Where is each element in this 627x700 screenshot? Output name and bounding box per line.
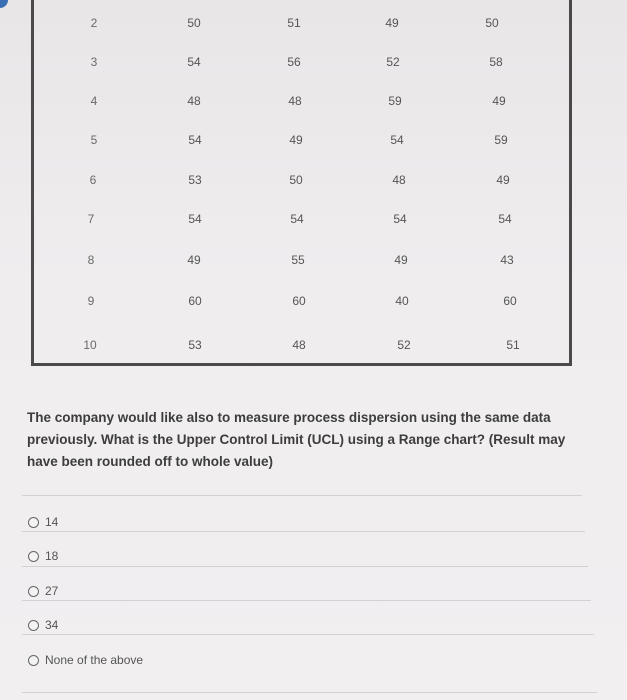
table-cell: 50 <box>485 16 499 30</box>
sample-number: 6 <box>89 173 97 187</box>
divider <box>22 531 585 532</box>
option-27[interactable] <box>28 581 58 601</box>
option-18[interactable] <box>28 546 58 566</box>
divider <box>22 600 591 601</box>
sample-data-table <box>31 0 572 366</box>
divider <box>22 692 597 693</box>
table-cell: 51 <box>506 338 520 352</box>
table-cell: 53 <box>188 338 202 352</box>
sample-number: 7 <box>87 212 95 226</box>
divider <box>22 566 588 567</box>
table-row <box>34 253 569 273</box>
table-cell: 40 <box>395 294 409 308</box>
option-14[interactable] <box>28 512 58 532</box>
table-cell: 59 <box>494 133 508 147</box>
table-row <box>34 133 569 153</box>
radio-button-icon[interactable] <box>28 586 39 597</box>
table-cell: 54 <box>498 212 512 226</box>
table-cell: 51 <box>287 16 301 30</box>
table-cell: 43 <box>500 253 514 267</box>
divider <box>22 495 582 496</box>
table-row <box>34 94 569 114</box>
table-cell: 60 <box>188 294 202 308</box>
table-row <box>34 16 569 36</box>
table-row <box>34 294 569 314</box>
table-cell: 54 <box>290 212 304 226</box>
table-cell: 58 <box>489 55 503 69</box>
radio-button-icon[interactable] <box>28 655 39 666</box>
table-cell: 56 <box>287 55 301 69</box>
table-cell: 53 <box>188 173 202 187</box>
table-cell: 49 <box>385 16 399 30</box>
divider <box>22 634 594 635</box>
radio-button-icon[interactable] <box>28 620 39 631</box>
option-label: 34 <box>45 618 59 632</box>
table-cell: 54 <box>393 212 407 226</box>
sample-number: 9 <box>87 294 95 308</box>
option-label: 14 <box>45 515 59 529</box>
table-cell: 54 <box>390 133 404 147</box>
table-cell: 48 <box>187 94 201 108</box>
table-cell: 55 <box>291 253 305 267</box>
table-cell: 50 <box>289 173 303 187</box>
table-row <box>34 173 569 193</box>
table-cell: 52 <box>397 338 411 352</box>
option-34[interactable] <box>28 615 58 635</box>
table-cell: 48 <box>292 338 306 352</box>
option-none-of-the-above[interactable] <box>28 650 143 670</box>
sample-number: 3 <box>90 55 98 69</box>
table-row <box>34 338 569 358</box>
table-cell: 49 <box>492 94 506 108</box>
table-cell: 49 <box>187 253 201 267</box>
sample-number: 8 <box>87 253 95 267</box>
table-cell: 59 <box>388 94 402 108</box>
option-label: 18 <box>45 549 59 563</box>
radio-button-icon[interactable] <box>28 517 39 528</box>
table-row <box>34 55 569 75</box>
corner-badge-icon <box>0 0 8 8</box>
option-label: 27 <box>45 584 59 598</box>
table-cell: 52 <box>386 55 400 69</box>
table-cell: 60 <box>292 294 306 308</box>
sample-number: 2 <box>90 16 98 30</box>
table-cell: 48 <box>288 94 302 108</box>
table-cell: 48 <box>392 173 406 187</box>
question-text: The company would like also to measure process dispersion using the same data previously. What is the Upper Control Limit (UCL) using a Range chart? (Result may have been rounded off to whole value) <box>27 410 566 469</box>
table-cell: 49 <box>496 173 510 187</box>
table-cell: 54 <box>187 55 201 69</box>
table-cell: 49 <box>289 133 303 147</box>
table-cell: 54 <box>188 212 202 226</box>
sample-number: 5 <box>90 133 98 147</box>
table-cell: 60 <box>503 294 517 308</box>
sample-number: 10 <box>83 338 97 352</box>
sample-number: 4 <box>90 94 98 108</box>
table-cell: 50 <box>187 16 201 30</box>
radio-button-icon[interactable] <box>28 551 39 562</box>
table-cell: 49 <box>394 253 408 267</box>
table-cell: 54 <box>188 133 202 147</box>
table-row <box>34 212 569 232</box>
option-label: None of the above <box>45 653 144 667</box>
